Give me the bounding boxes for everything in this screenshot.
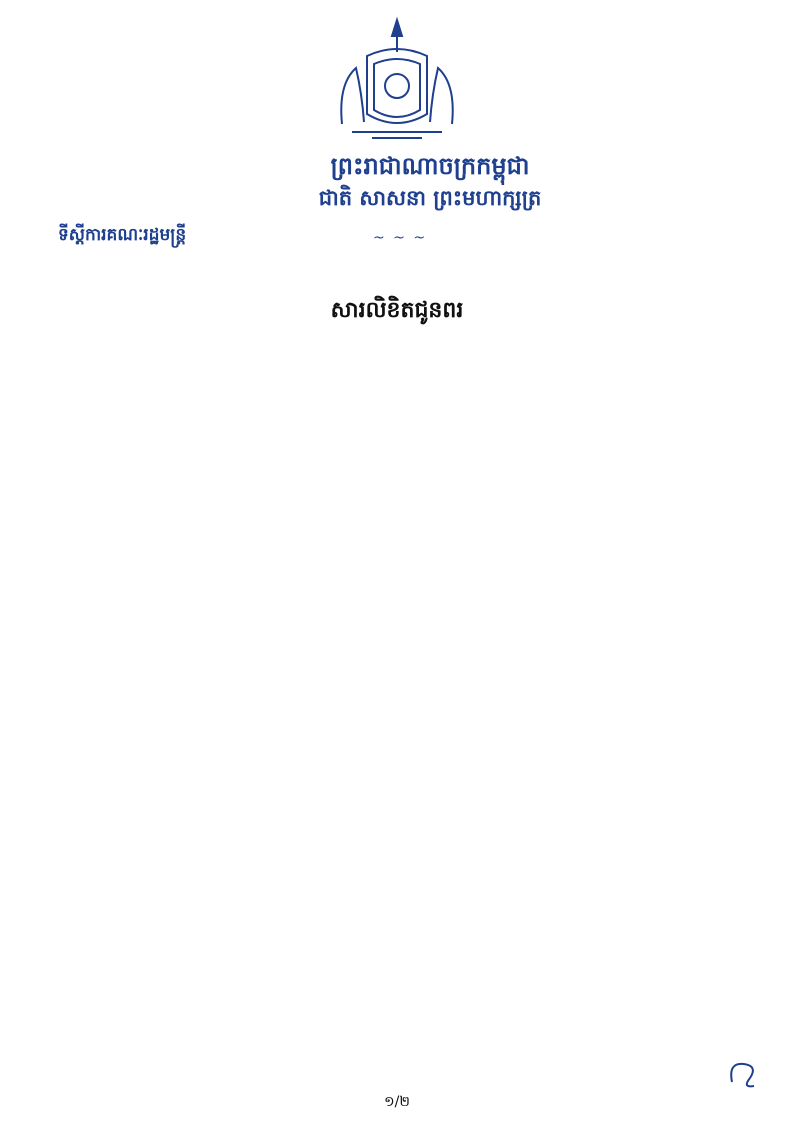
title-line-1: សារលិខិតជូនពរ [330, 298, 464, 323]
kingdom-header [250, 150, 610, 214]
ministry-name: ទីស្តីការគណៈរដ្ឋមន្ត្រី [58, 225, 187, 245]
national-motto: ជាតិ សាសនា ព្រះមហាក្សត្រ [318, 186, 542, 210]
page-number: ១/២ [384, 1094, 410, 1110]
kingdom-name: ព្រះរាជាណាចក្រកម្ពុជា [330, 152, 530, 180]
signature-flourish-icon [724, 1052, 764, 1092]
letter-body [58, 476, 736, 494]
royal-coat-of-arms-icon [322, 14, 472, 144]
ornament-divider: ~ ~ ~ [372, 230, 428, 246]
letter-title [0, 294, 794, 328]
